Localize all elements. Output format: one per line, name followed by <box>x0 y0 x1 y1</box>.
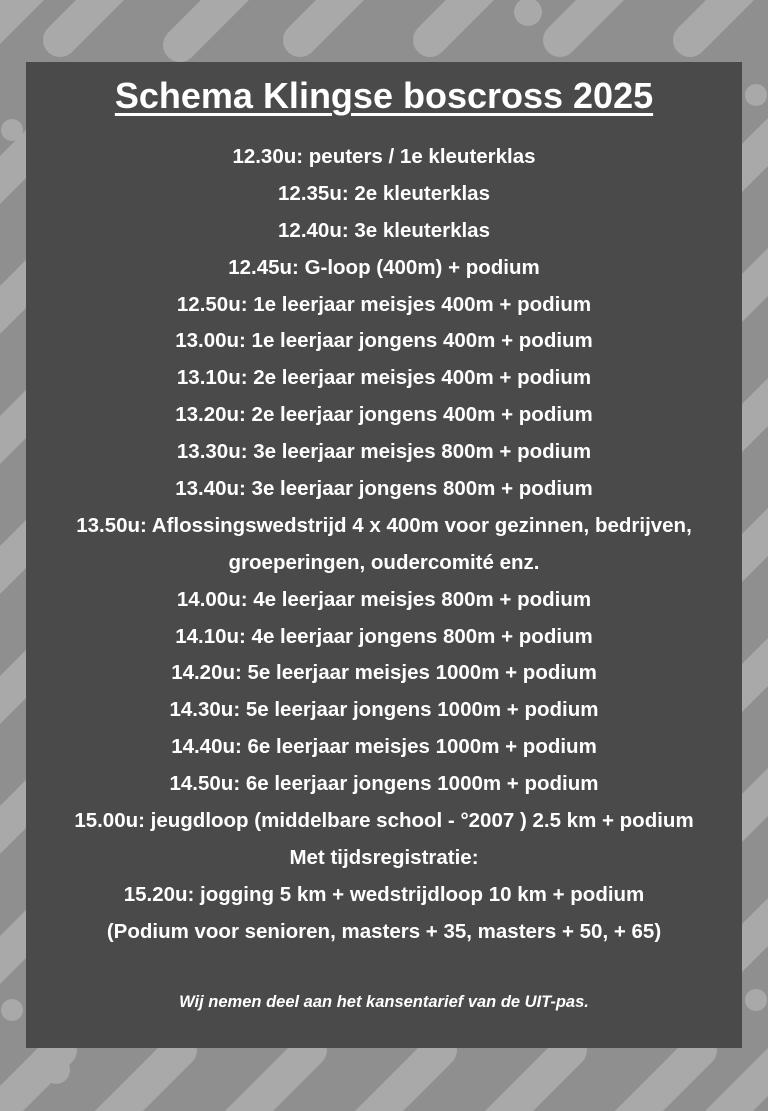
schedule-line: 14.30u: 5e leerjaar jongens 1000m + podium <box>169 698 599 722</box>
schedule-line: 13.00u: 1e leerjaar jongens 400m + podium <box>175 329 593 353</box>
schedule-line: 14.10u: 4e leerjaar jongens 800m + podium <box>175 624 593 648</box>
schedule-line: 14.00u: 4e leerjaar meisjes 800m + podium <box>176 587 592 611</box>
schedule-panel <box>26 62 742 1048</box>
schedule-line: 13.20u: 2e leerjaar jongens 400m + podium <box>175 403 593 427</box>
schedule-line: 12.40u: 3e kleuterklas <box>278 218 490 242</box>
uitpas-note: Wij nemen deel aan het kansentarief van de UIT-pas. <box>179 993 589 1011</box>
schedule-line: 12.50u: 1e leerjaar meisjes 400m + podium <box>176 292 592 316</box>
schedule-line: 12.45u: G-loop (400m) + podium <box>228 255 540 279</box>
schedule-line: 13.40u: 3e leerjaar jongens 800m + podium <box>175 477 593 501</box>
schedule-line: 12.35u: 2e kleuterklas <box>278 181 490 205</box>
schedule-line: (Podium voor senioren, masters + 35, masters + 50, + 65) <box>106 919 662 943</box>
schedule-list <box>26 139 742 951</box>
schedule-line: groeperingen, oudercomité enz. <box>228 550 540 574</box>
schedule-line: Met tijdsregistratie: <box>289 845 479 869</box>
schedule-line: 15.00u: jeugdloop (middelbare school - °2007 ) 2.5 km + podium <box>74 809 694 833</box>
schedule-line: 15.20u: jogging 5 km + wedstrijdloop 10 km + podium <box>123 882 645 906</box>
schedule-line: 13.50u: Aflossingswedstrijd 4 x 400m voor gezinnen, bedrijven, <box>76 513 692 537</box>
poster-title: Schema Klingse boscross 2025 <box>114 75 654 116</box>
schedule-line: 13.30u: 3e leerjaar meisjes 800m + podium <box>176 440 592 464</box>
schedule-line: 14.20u: 5e leerjaar meisjes 1000m + podium <box>171 661 597 685</box>
schedule-line: 14.40u: 6e leerjaar meisjes 1000m + podium <box>171 735 597 759</box>
schedule-line: 14.50u: 6e leerjaar jongens 1000m + podium <box>169 772 599 796</box>
schedule-line: 12.30u: peuters / 1e kleuterklas <box>232 145 536 168</box>
schedule-line: 13.10u: 2e leerjaar meisjes 400m + podium <box>176 366 592 390</box>
